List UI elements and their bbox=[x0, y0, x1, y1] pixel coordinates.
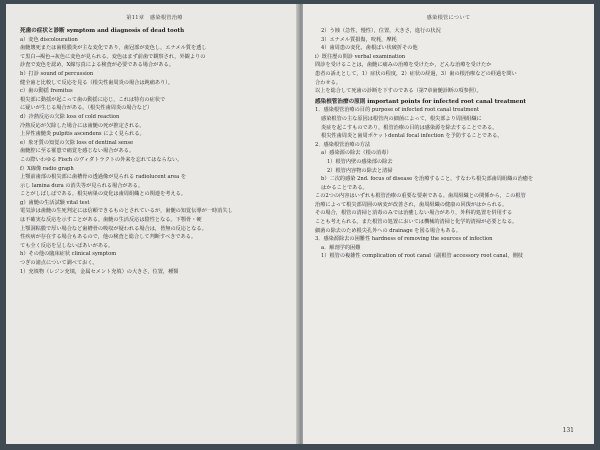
right-text-line: その場合，根管の清掃と消毒のみでは治癒しない場合があり，外科的処置を併用する bbox=[315, 210, 513, 217]
right-text-line: 3．感染源除去の困難性 hardness of removing the sources of infection bbox=[315, 236, 493, 243]
left-text-line: d）冷熱反応の欠除 loss of cold reaction bbox=[20, 113, 120, 120]
right-text-line: 根尖性歯周炎と歯周ポケットdental focal infection を予防することである。 bbox=[321, 133, 503, 140]
left-text-line: て黒白→褐色→灰色に変色が見られる。変色はまず前歯で観察され，外観よりの bbox=[20, 53, 206, 60]
left-text-line: 健全歯と比較して反応を見る（根尖性歯周炎の場合は鈍痛あり）。 bbox=[20, 79, 174, 86]
left-text-line: 電気診は歯髄の生死判定には信頼できるものとされているが，歯髄の知覚伝導が一時消失し bbox=[20, 208, 233, 215]
right-text-line: 感染根管の主な原因は根管内の細菌によって，根尖部より周囲組織に bbox=[321, 115, 482, 122]
right-text-line: はかることである。 bbox=[321, 184, 368, 191]
left-text-line: 診査で変色を認め，X線写真による検査が必要である場合がある。 bbox=[20, 62, 174, 69]
right-running-head: 感染根管について bbox=[426, 15, 471, 21]
page-number: 131 bbox=[562, 427, 574, 434]
left-text-line: 根尖部に動揺が起こって歯の動揺に応じ，これは特有の症状で bbox=[20, 96, 166, 103]
right-text-line: 問診を受けることは，歯髄に痛みの治療を受けたか，どんな治療を受けたか bbox=[315, 62, 492, 69]
left-text-line: は不確実な反応を示すことがある。歯髄の生活反応は陰性となる。下顎骨・硬 bbox=[20, 217, 202, 224]
right-text-line: 感染根管治療の原則 important points for infected root canal treatment bbox=[315, 98, 527, 105]
left-text-line: つぎの諸点について調べておく。 bbox=[20, 260, 98, 267]
left-text-line: 示し lamina dura の消失等が見られる場合がある。 bbox=[20, 182, 144, 189]
right-text-line: ことも考えられる。また根管の処置においては機械的清掃と化学的清掃が必要となる。 bbox=[315, 219, 518, 226]
right-text-line: 炎症を起こすものであり，根管治療の目的は感染源を除去することである。 bbox=[321, 124, 498, 131]
left-text-line: 歯髄壊死または歯根膜炎が主な変化であり，歯冠部が変色し，エナメル質を透し bbox=[20, 45, 207, 52]
left-text-line: 歯髄腔に至る罹患で痛覚を感じない場合がある。 bbox=[20, 148, 135, 155]
left-text-line: h）その他の臨床症状 clinical symptom bbox=[20, 251, 117, 258]
left-text-line: に疑いが生じる場合がある。（根尖性歯周炎の場合など） bbox=[20, 105, 153, 112]
left-text-line: 性疾病が存在する場合もあるので，他の検査と総合して判断すべきである。 bbox=[20, 234, 197, 241]
left-text-line: 上顎洞粘膜で厚い場合など歯槽骨の吸収が疑われる場合は，皆無の反応となる。 bbox=[20, 225, 207, 232]
left-text-line: e）象牙質の知覚の欠除 loss of dentinal sense bbox=[20, 139, 134, 146]
left-text-line: g）歯髄の生活試験 vital test bbox=[20, 199, 90, 206]
left-text-line: ことがしばしばである。根尖病巣の変化は歯周組織との関連を考える。 bbox=[20, 191, 187, 198]
right-text-line: 患者の訴えとして，1）症状の程度，2）症状の経過，3）歯の根治療などの経過を問い bbox=[315, 70, 517, 77]
left-text-line: 冷熱反応が欠除した場合には歯髄の死が推定される。 bbox=[20, 122, 145, 129]
right-text-line: a．解剖学的困難 bbox=[321, 244, 361, 251]
right-text-line: 1．感染根管治療の目的 purpose of infected root canal treatment bbox=[315, 107, 479, 114]
left-text-line: 上昇性歯髄炎 pulpitis ascendens によく見られる。 bbox=[20, 131, 145, 138]
right-text-line: 1）根管の複雑性 complication of root canal（副根管 accessory root canal，側枝 bbox=[321, 253, 523, 260]
left-text-block bbox=[20, 27, 289, 276]
left-text-line: 上顎前歯部の根尖部に歯槽骨の透過像が見られる radiolucent area を bbox=[20, 174, 187, 181]
left-text-line: ても全く反応を呈しないばあいがある。 bbox=[20, 242, 114, 249]
left-text-line: a）変色 discolouration bbox=[20, 36, 78, 43]
right-text-block bbox=[315, 27, 582, 261]
left-running-head: 第11章 感染根管治療 bbox=[126, 15, 183, 21]
right-text-line: 1）根管内壁の感染部の除去 bbox=[327, 158, 393, 165]
left-text-line: 死歯の症状と診断 symptom and diagnosis of dead tooth bbox=[20, 28, 185, 34]
right-text-line: 3）エナメル質損傷，咬耗，摩耗 bbox=[321, 36, 397, 43]
right-text-line: この2つの内容はいずれも根管治療の重要な要素である。歯周組織との関係から，この根管 bbox=[315, 193, 526, 200]
left-text-line: b）打診 sound of percussion bbox=[20, 70, 94, 77]
right-text-line: 4）歯周患の変化，歯根ばい状破折その他 bbox=[321, 45, 418, 52]
right-text-line: 2）う蝕（急性，慢性），位置，大きさ，進行の状況 bbox=[321, 28, 441, 34]
left-text-line: 1）充填物（レジン充填，金属セメント充填）の大きさ，位置，種類 bbox=[20, 268, 179, 275]
left-text-line: f）X線像 radio graph bbox=[20, 165, 74, 172]
left-text-line: c）歯の動揺 fremitus bbox=[20, 88, 73, 95]
left-text-line: この際いわゆる Fisch のヴィダトラクトの外来を忘れてはならない。 bbox=[20, 156, 183, 163]
right-text-line: 以上を総合して死歯の診断を下すのである（第7章歯髄診断の項参照）。 bbox=[315, 88, 482, 95]
right-text-line: 治療によって根尖部周囲の病変が改善され，歯周組織の健康の回復がはかられる。 bbox=[315, 201, 508, 208]
right-text-line: 合わせる。 bbox=[315, 79, 341, 86]
right-text-line: a）感染源の除去（根の消毒） bbox=[321, 150, 392, 157]
right-text-line: 2．感染根管治療の方法 bbox=[315, 141, 371, 148]
right-text-line: 細菌の除去のため根尖孔外への drainage を図る場合もある。 bbox=[315, 227, 461, 234]
right-text-line: b）二次的感染 2nd. focus of disease を治療すること，すなわち根尖部歯周組織の治癒を bbox=[321, 176, 534, 183]
right-page bbox=[303, 4, 594, 444]
book-spread bbox=[6, 4, 594, 444]
right-text-line: 2）根管内容物の除去と清掃 bbox=[327, 167, 393, 174]
right-text-line: i）既往歴の問診 verbal examination bbox=[315, 53, 406, 60]
left-page bbox=[6, 4, 299, 444]
